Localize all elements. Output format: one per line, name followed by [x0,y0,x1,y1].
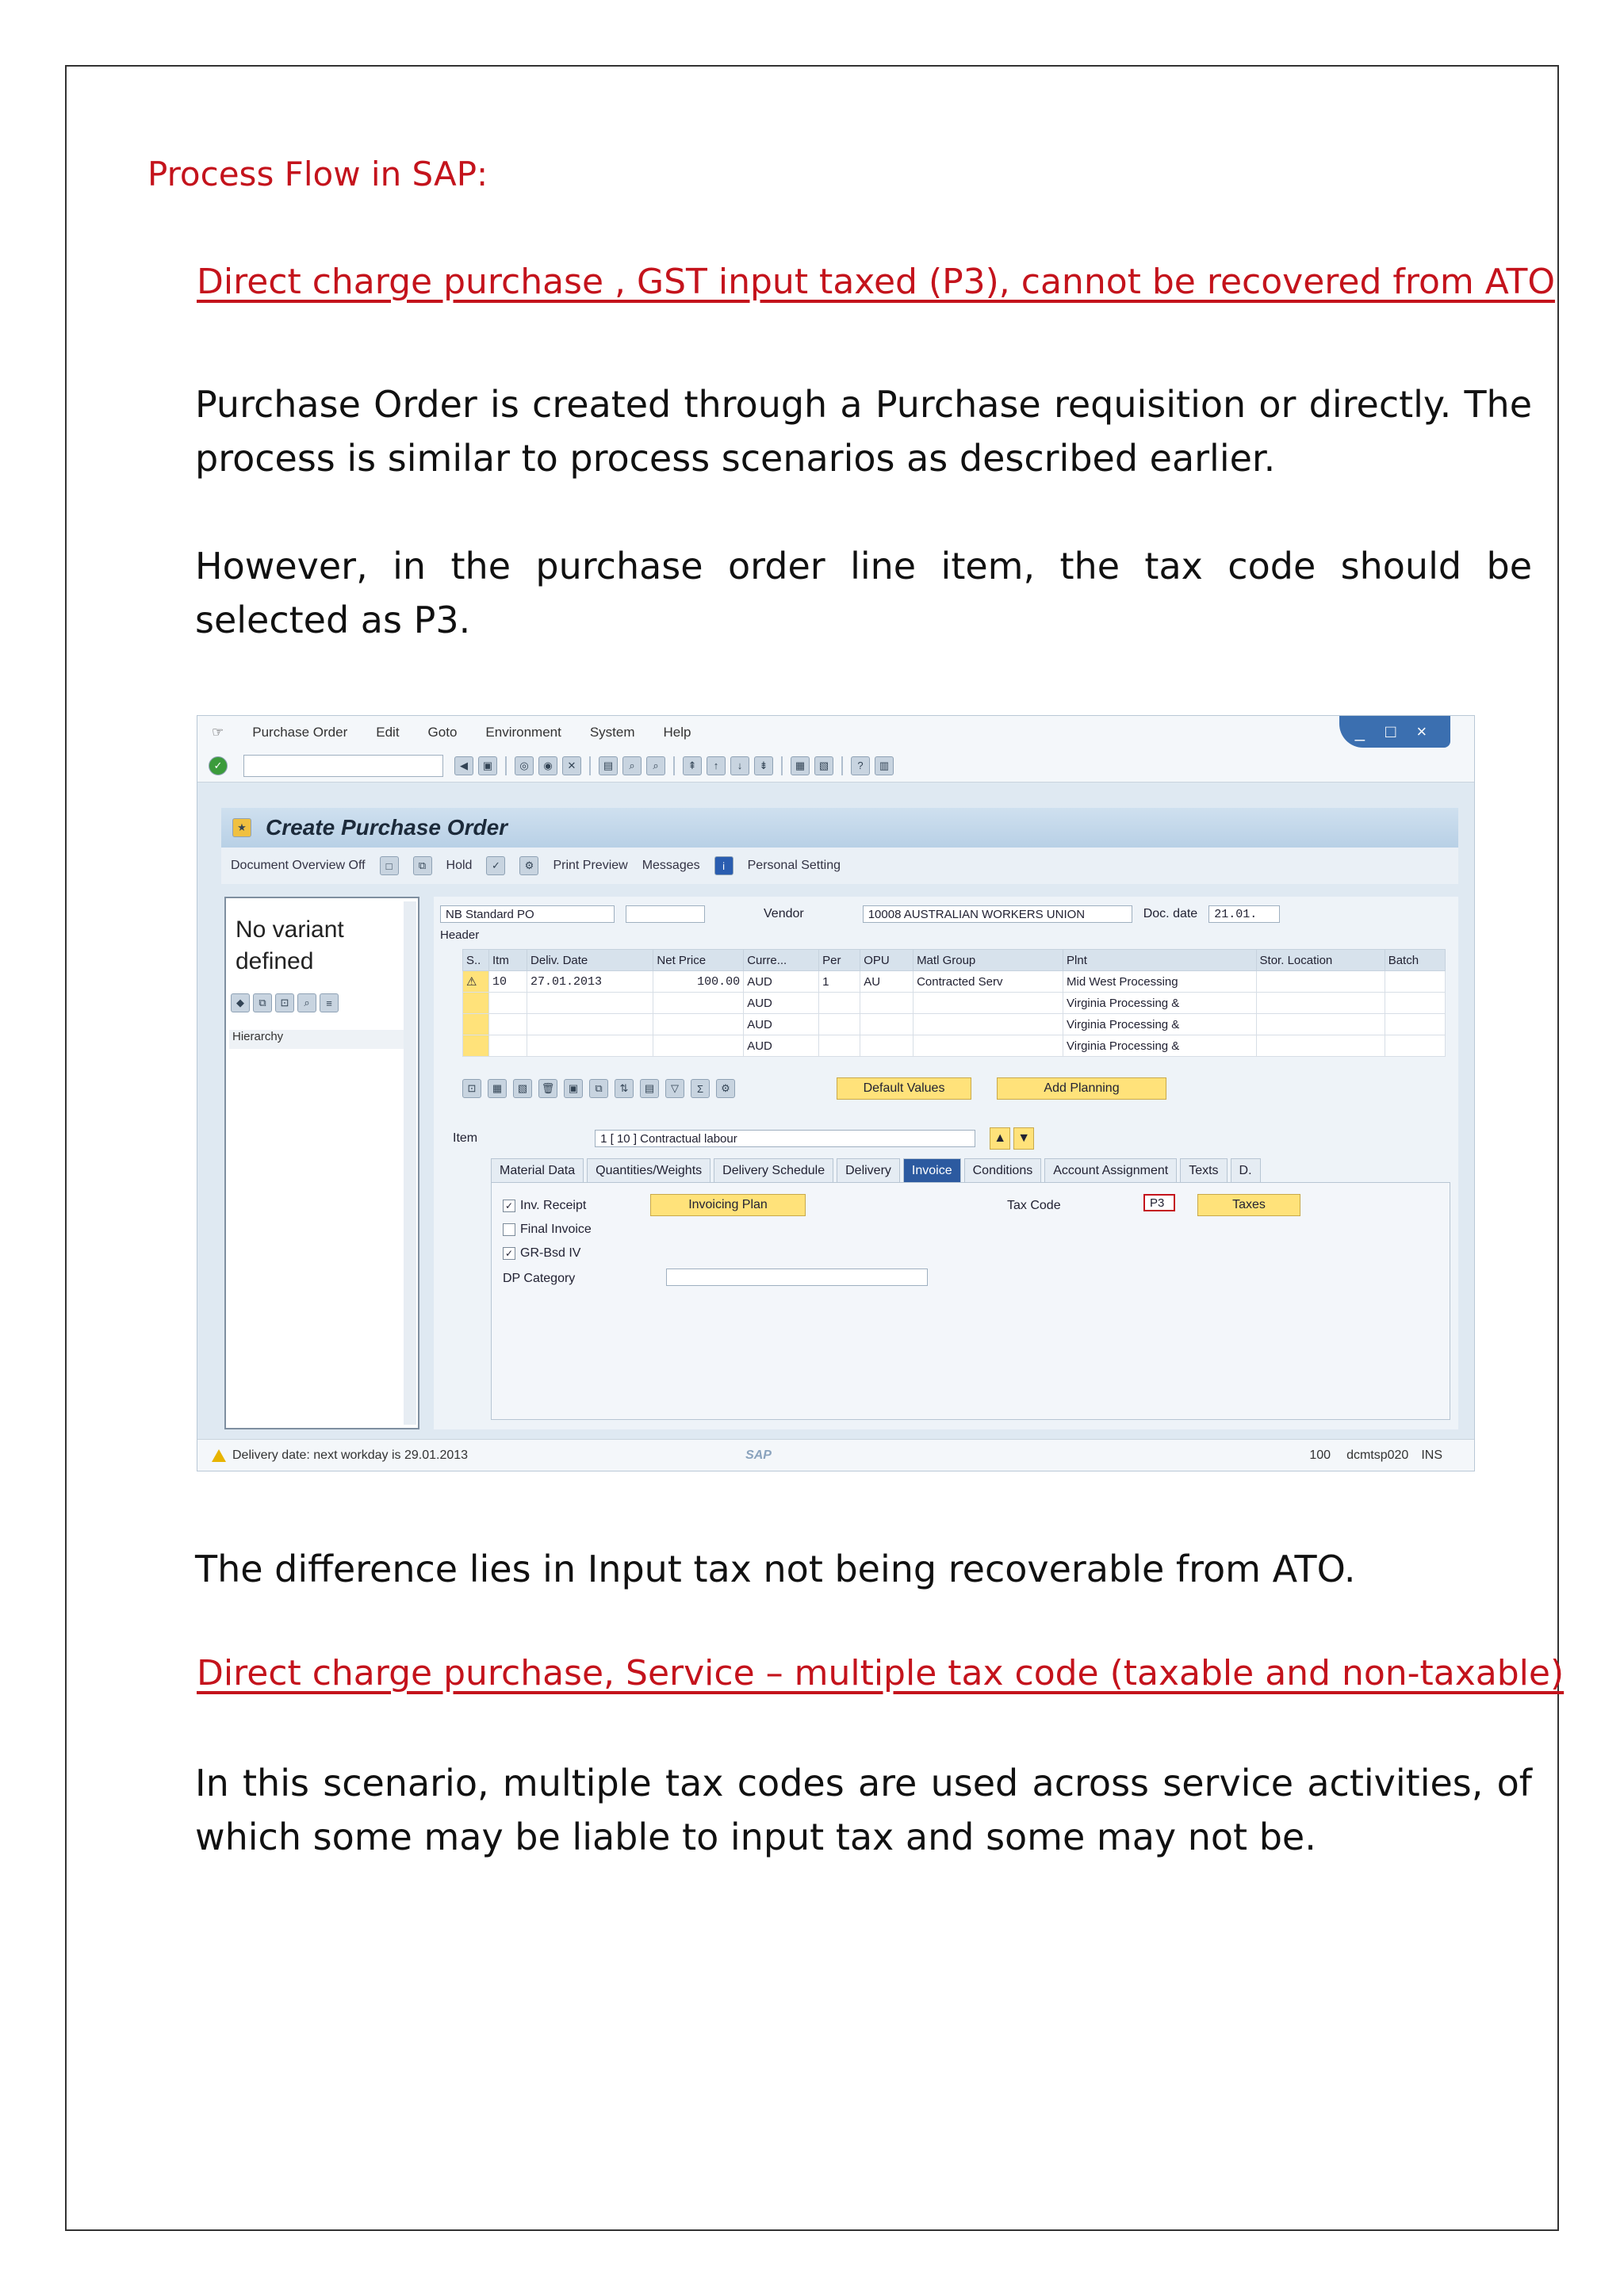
paragraph-po-creation: Purchase Order is created through a Purchase requisition or directly. The process is similar to process scenarios as described earlier. [195,383,1532,480]
tab-more[interactable]: D. [1231,1158,1261,1183]
screen-title: Create Purchase Order [266,815,508,840]
sap-screenshot [197,715,1475,1471]
doc-date-field[interactable]: 21.01. [1208,905,1280,923]
po-main-area [434,897,1458,1429]
help-icon[interactable]: ? [851,756,870,775]
dp-category-label: DP Category [503,1272,576,1285]
doc-date-label: Doc. date [1143,907,1198,920]
cell-item[interactable]: 10 [489,971,527,993]
cell-plant[interactable]: Virginia Processing & [1063,1035,1257,1057]
cancel-icon[interactable]: ✕ [562,756,581,775]
dp-category-select[interactable] [666,1269,928,1286]
cell-deliv-date[interactable]: 27.01.2013 [527,971,653,993]
menu-item-environment[interactable]: Environment [485,725,561,740]
menu-item-edit[interactable]: Edit [376,725,400,740]
warning-icon [212,1449,226,1462]
sum-icon[interactable]: Σ [691,1079,710,1098]
cell-currency[interactable]: AUD [744,1035,819,1057]
sap-logo: SAP [745,1448,772,1462]
input-mode: INS [1421,1448,1442,1462]
layout-select-icon[interactable]: ≡ [320,993,339,1012]
tab-material-data[interactable]: Material Data [491,1158,584,1183]
add-planning-button[interactable]: Add Planning [997,1077,1166,1100]
left-scrollbar[interactable] [404,901,416,1425]
window-controls[interactable]: _ □ × [1339,716,1450,748]
tab-delivery[interactable]: Delivery [837,1158,900,1183]
no-variant-text: No variant defined [236,916,344,974]
col-plant[interactable]: Plnt [1063,950,1257,971]
overview-toolbar [231,993,339,1012]
col-item[interactable]: Itm [489,950,527,971]
server-name: dcmtsp020 [1346,1448,1409,1462]
hierarchy-label: Hierarchy [229,1030,413,1049]
cell-net-price[interactable]: 100.00 [653,971,744,993]
tax-code-label: Tax Code [1007,1199,1061,1212]
tab-invoice[interactable]: Invoice [903,1158,961,1183]
table-row[interactable] [463,1014,1446,1035]
tab-delivery-schedule[interactable]: Delivery Schedule [714,1158,833,1183]
cell-batch[interactable] [1385,971,1445,993]
paragraph-scenario: In this scenario, multiple tax codes are used across service activities, of which some may be liable to input tax and some may not be. [195,1762,1532,1858]
settings-icon[interactable]: ⚙ [519,856,538,875]
menu-item-help[interactable]: Help [663,725,691,740]
header-toggle[interactable]: Header [440,928,480,942]
item-select[interactable]: 1 [ 10 ] Contractual labour [595,1130,975,1147]
new-session-icon[interactable]: ▦ [791,756,810,775]
item-overview-grid [462,949,1446,1057]
shortcut-icon[interactable]: ▧ [814,756,833,775]
tab-account-assignment[interactable]: Account Assignment [1044,1158,1177,1183]
cell-per[interactable]: 1 [819,971,860,993]
find-icon[interactable]: ⌕ [622,756,642,775]
col-net-price[interactable]: Net Price [653,950,744,971]
check-icon[interactable]: ✓ [486,856,505,875]
po-type-select[interactable]: NB Standard PO [440,905,615,923]
cell-plant[interactable]: Virginia Processing & [1063,1014,1257,1035]
page-heading: Process Flow in SAP: [147,155,488,193]
item-selector-row [442,1127,1449,1150]
row-warning-icon: ⚠ [463,971,489,993]
tax-code-field[interactable]: P3 [1143,1194,1175,1211]
final-invoice-checkbox[interactable]: Final Invoice [503,1223,592,1237]
cell-currency[interactable]: AUD [744,993,819,1014]
cell-stor-location[interactable] [1256,971,1385,993]
menu-icon[interactable]: ☞ [212,725,224,740]
exit-icon[interactable]: ◉ [538,756,557,775]
gr-bsd-iv-checkbox[interactable]: ✓ GR-Bsd IV [503,1246,580,1261]
section-title-p3: Direct charge purchase , GST input taxed (P3), cannot be recovered from ATO [197,262,1555,302]
back-icon[interactable]: ◀ [454,756,473,775]
save-icon[interactable]: ▣ [478,756,497,775]
status-bar [197,1439,1474,1471]
menu-item-goto[interactable]: Goto [427,725,458,740]
cell-matl-group[interactable]: Contracted Serv [914,971,1063,993]
default-values-button[interactable]: Default Values [837,1077,971,1100]
print-preview-button[interactable]: Print Preview [553,859,628,872]
tab-quantities-weights[interactable]: Quantities/Weights [587,1158,710,1183]
sort-icon[interactable]: ⇅ [615,1079,634,1098]
vendor-label: Vendor [764,907,804,920]
first-page-icon[interactable]: ⇞ [683,756,702,775]
next-item-icon[interactable]: ▼ [1013,1127,1034,1150]
lock-icon[interactable]: ▣ [564,1079,583,1098]
cell-plant[interactable]: Virginia Processing & [1063,993,1257,1014]
col-deliv-date[interactable]: Deliv. Date [527,950,653,971]
cell-plant[interactable]: Mid West Processing [1063,971,1257,993]
col-batch[interactable]: Batch [1385,950,1445,971]
status-message: Delivery date: next workday is 29.01.2013 [232,1448,469,1462]
messages-button[interactable]: Messages [642,859,700,872]
col-stor-location[interactable]: Stor. Location [1256,950,1385,971]
cell-opu[interactable]: AU [860,971,914,993]
print-icon[interactable]: ▤ [599,756,618,775]
info-icon[interactable]: i [714,856,733,875]
grid-header-row [463,950,1446,971]
hold-button[interactable]: Hold [446,859,473,872]
cell-currency[interactable]: AUD [744,971,819,993]
next-page-icon[interactable]: ↓ [730,756,749,775]
prev-page-icon[interactable]: ↑ [707,756,726,775]
copy-icon[interactable]: ⧉ [253,993,272,1012]
detail-icon[interactable]: ⊡ [275,993,294,1012]
find-next-icon[interactable]: ⌕ [646,756,665,775]
paragraph-difference: The difference lies in Input tax not being recoverable from ATO. [195,1548,1356,1590]
tab-conditions[interactable]: Conditions [964,1158,1042,1183]
tab-texts[interactable]: Texts [1180,1158,1227,1183]
application-toolbar [221,848,1458,884]
selection-variant-icon[interactable]: ◆ [231,993,250,1012]
section-title-multiple-tax: Direct charge purchase, Service – multiple tax code (taxable and non-taxable) [197,1653,1565,1693]
paragraph-tax-code: However, in the purchase order line item, the tax code should be selected as P3. [195,545,1532,641]
doc-overview-button[interactable]: Document Overview Off [231,859,366,872]
checked-icon: ✓ [503,1247,515,1260]
zoom-value[interactable]: 100 [1309,1448,1331,1462]
vendor-field[interactable]: 10008 AUSTRALIAN WORKERS UNION [863,905,1132,923]
col-matl-group[interactable]: Matl Group [914,950,1063,971]
invoicing-plan-button[interactable]: Invoicing Plan [650,1194,806,1216]
select-all-icon[interactable]: ▦ [488,1079,507,1098]
table-row[interactable] [463,971,1446,993]
col-opu[interactable]: OPU [860,950,914,971]
back-green-icon[interactable]: ◎ [515,756,534,775]
enter-icon[interactable]: ✓ [209,756,228,775]
po-type-icon: ★ [232,818,251,837]
col-currency[interactable]: Curre... [744,950,819,971]
menu-item-purchase-order[interactable]: Purchase Order [252,725,348,740]
details-icon[interactable]: ⊡ [462,1079,481,1098]
last-page-icon[interactable]: ⇟ [754,756,773,775]
document-overview-pane [224,897,419,1429]
item-label: Item [453,1131,478,1145]
col-status[interactable]: S.. [463,950,489,971]
taxes-button[interactable]: Taxes [1197,1194,1300,1216]
table-row[interactable] [463,1035,1446,1057]
checked-icon: ✓ [503,1200,515,1212]
sap-menubar [197,716,1474,749]
create-icon[interactable]: □ [380,856,399,875]
layout-icon[interactable]: ▥ [875,756,894,775]
command-field[interactable] [243,755,443,777]
po-header-row [440,903,1447,925]
prev-item-icon[interactable]: ▲ [990,1127,1010,1150]
invoice-tab-pane [491,1182,1450,1420]
other-po-icon[interactable]: ⧉ [413,856,432,875]
cell-currency[interactable]: AUD [744,1014,819,1035]
table-row[interactable] [463,993,1446,1014]
screen-title-bar [221,808,1458,848]
search-icon[interactable]: ⌕ [297,993,316,1012]
filter-icon[interactable]: ▽ [665,1079,684,1098]
col-per[interactable]: Per [819,950,860,971]
menu-item-system[interactable]: System [589,725,635,740]
po-number-field[interactable] [626,905,705,923]
sap-standard-toolbar [197,749,1474,783]
item-detail-tabs [491,1158,1450,1182]
inv-receipt-checkbox[interactable]: ✓ Inv. Receipt [503,1199,586,1213]
print-grid-icon[interactable]: ▤ [640,1079,659,1098]
personal-setting-button[interactable]: Personal Setting [747,859,841,872]
settings-grid-icon[interactable]: ⚙ [716,1079,735,1098]
grid-toolbar [462,1073,1446,1104]
copy-row-icon[interactable]: ⧉ [589,1079,608,1098]
deselect-icon[interactable]: ▧ [513,1079,532,1098]
delete-icon[interactable]: 🗑 [538,1079,557,1098]
